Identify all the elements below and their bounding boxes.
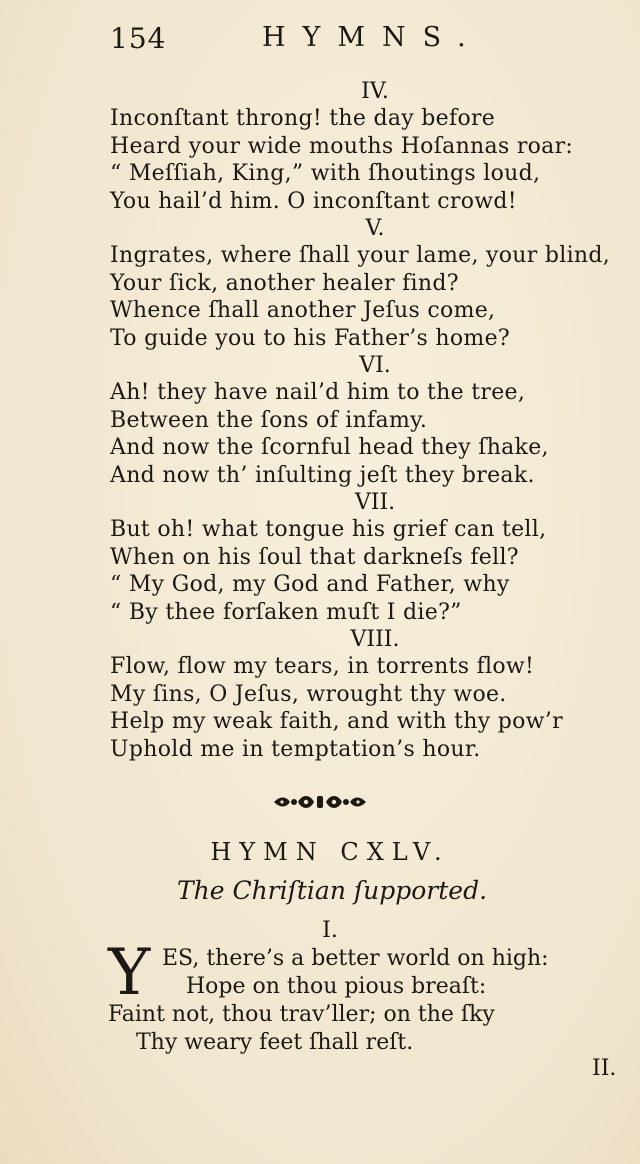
verse-line: Ingrates, where ſhall your lame, your blind, [110,243,611,268]
verse-line: But oh! what tongue his grief can tell, [110,517,547,542]
verse-line: “ Meſſiah, King,” with ſhoutings loud, [110,161,541,186]
stanza-number: VIII. [350,627,400,652]
stanza [110,78,620,215]
stanza-number: IV. [361,79,389,104]
page-header [0,22,640,58]
stanza [110,626,620,763]
verse-line: Hope on thou pious breaſt: [186,974,487,999]
verse-line: When on his ſoul that darkneſs fell? [110,544,519,570]
catchword: II. [592,1056,617,1081]
stanza [110,489,620,626]
stanza [110,215,620,352]
stanza-number: V. [365,216,385,241]
verse-line: Whence ſhall another Jeſus come, [110,298,496,323]
printer-ornament [0,790,640,818]
stanza-number: I. [322,918,338,943]
stanza [110,352,620,489]
verse-line: “ By thee forſaken muſt I die?” [110,599,462,625]
page-number: 154 [110,22,167,55]
verse-line: To guide you to his Father’s home? [110,325,510,351]
verse-line: And now the ſcornful head they ſhake, [110,435,549,460]
verse-line: You hail’d him. O inconſtant crowd! [110,188,517,214]
next-hymn-stanza [108,936,628,1057]
verse-line: ES, there’s a better world on high: [162,946,549,971]
hymn-title: HYMN CXLV. [210,838,450,866]
fleuron-icon [270,790,370,814]
verse-line: Ah! they have nail’d him to the tree, [110,380,526,405]
hymn-continued [110,78,620,763]
verse-line: Between the ſons of infamy. [110,407,428,433]
verse-line: Inconſtant throng! the day before [110,106,496,131]
verse-line: Flow, flow my tears, in torrents flow! [110,654,535,679]
verse-line: Heard your wide mouths Hoſannas roar: [110,133,574,159]
drop-cap: Y [108,936,151,1010]
verse-line: Faint not, thou trav’ller; on the ſky [108,1002,495,1027]
running-title: HYMNS. [262,22,483,53]
verse-line: Uphold me in temptation’s hour. [110,736,481,762]
verse-line: Your ſick, another healer find? [110,270,459,296]
verse-line: Thy weary feet ſhall reſt. [136,1030,414,1055]
verse-line: My ſins, O Jeſus, wrought thy woe. [110,681,507,707]
verse-line: Help my weak faith, and with thy pow’r [110,709,563,734]
stanza-number: VI. [359,353,391,378]
stanza-number: VII. [354,490,396,515]
verse-line: “ My God, my God and Father, why [110,572,510,597]
hymn-subtitle: The Chriſtian ſupported. [176,876,488,905]
verse-line: And now th’ inſulting jeſt they break. [110,462,535,488]
